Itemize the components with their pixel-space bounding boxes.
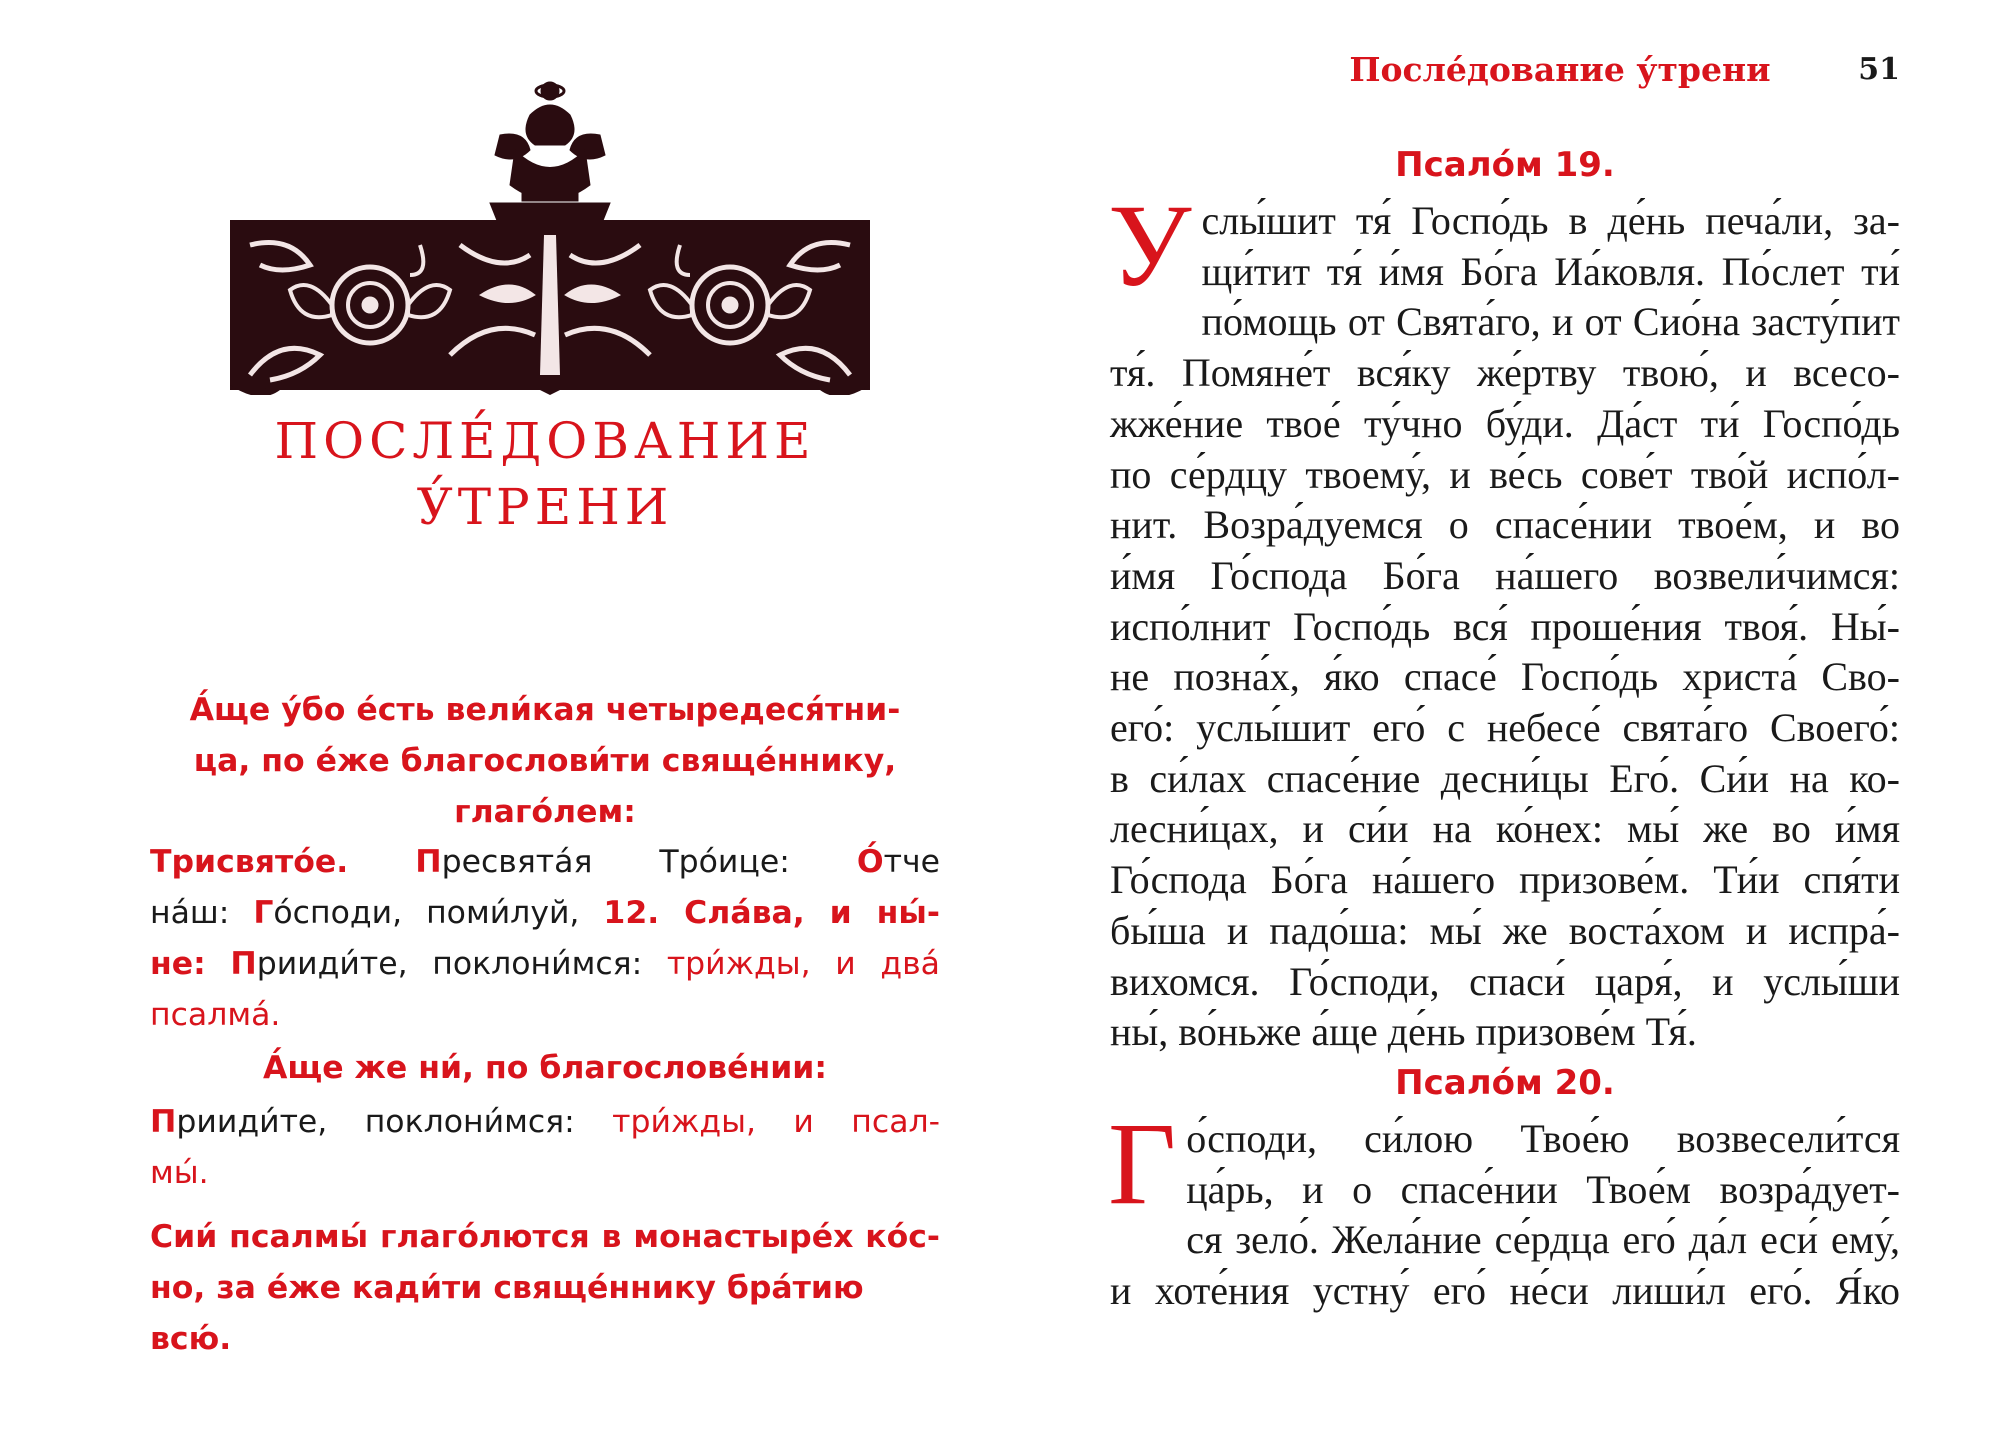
page-title-line2: У́ТРЕНИ: [416, 478, 674, 536]
text-line: щи́тит тя́ и́мя Бо́га Иа́ковля. По́слет ти́: [1201, 248, 1900, 294]
red-initial: Г: [253, 895, 274, 931]
rubric-great-lent: [150, 685, 940, 838]
text-line: его́: услы́шит его́ с небесе́ свята́го Своего́:: [1110, 705, 1900, 751]
red-initial: П: [415, 844, 442, 880]
rubric-text: не:: [150, 946, 206, 982]
rubric-line: глаго́лем:: [454, 794, 636, 830]
rubric-monasteries: [150, 1212, 940, 1365]
body-text: ресвята́я: [441, 844, 593, 880]
page-number: 51: [1858, 52, 1900, 87]
body-text: рииди́те, поклони́мся:: [176, 1104, 575, 1140]
prayer-paragraph-2: [150, 1097, 940, 1199]
text-line: [150, 888, 940, 939]
text-line: и хоте́ния устну́ его́ не́си лиши́л его́. Я́ко: [1110, 1268, 1900, 1314]
rubric-text: 12. Сла́ва, и ны́-: [603, 895, 940, 931]
text-line: псалма́.: [150, 997, 281, 1033]
psalm-19-text: [1108, 180, 1900, 1058]
text-line: по́мощь от Свята́го, и от Сио́на засту́пит: [1201, 299, 1900, 345]
body-text: рииди́те, поклони́мся:: [256, 946, 643, 982]
running-head: После́дование у́трени: [1349, 50, 1771, 89]
page-title: [150, 408, 940, 540]
rubric-text: Трисвято́е.: [150, 844, 349, 880]
body-text: тче: [883, 844, 940, 880]
text-line: [150, 939, 940, 990]
rubric-text: три́жды, и псал-: [612, 1104, 940, 1140]
body-text: о́споди, поми́луй,: [273, 895, 580, 931]
text-line: [150, 837, 940, 888]
rubric-line: ца, по е́же благослови́ти свяще́ннику,: [193, 743, 897, 779]
rubric-text: три́жды, и два́: [666, 946, 940, 982]
text-line: ны́, во́ньже а́ще де́нь призове́м Тя́.: [1110, 1009, 1697, 1055]
psalm-19-heading: Псало́м 19.: [1395, 145, 1615, 185]
text-line: [150, 1097, 940, 1148]
rubric-otherwise: [150, 1043, 940, 1094]
red-initial: П: [230, 946, 257, 982]
floral-headpiece-ornament: [230, 75, 870, 395]
rubric-line: но, за е́же кади́ти свяще́ннику бра́тию всю́.: [150, 1270, 864, 1357]
text-line: и́мя Го́спода Бо́га на́шего возвели́чимся:: [1110, 552, 1900, 598]
red-initial: П: [150, 1104, 177, 1140]
text-line: жже́ние твое́ ту́чно бу́ди. Да́ст ти́ Госпо́дь: [1110, 400, 1900, 446]
text-line: нит. Возра́дуемся о спасе́нии твое́м, и во: [1110, 502, 1900, 548]
text-line: ца́рь, и о спасе́нии Твое́м возра́дует-: [1186, 1166, 1900, 1212]
rubric-line: А́ще же ни́, по благослове́нии:: [263, 1050, 827, 1086]
text-line: лесни́цах, и си́и на ко́нех: мы́ же во и́мя: [1110, 806, 1900, 852]
text-line: не позна́х, я́ко спасе́ Госпо́дь христа́ Сво-: [1110, 654, 1900, 700]
text-line: по се́рдцу твоему́, и ве́сь сове́т тво́й испо́л-: [1110, 451, 1900, 497]
rubric-line: А́ще у́бо е́сть вели́кая четыредеся́тни-: [189, 692, 901, 728]
text-line: мы́.: [150, 1155, 209, 1191]
text-line: Го́спода Бо́га на́шего призове́м. Ти́и спя́ти: [1110, 857, 1900, 903]
text-line: бы́ша и падо́ша: мы́ же воста́хом и испра́-: [1110, 907, 1900, 953]
body-text: Тро́ице:: [659, 844, 790, 880]
right-page: [1000, 0, 2000, 1443]
text-line: испо́лнит Госпо́дь вся́ проше́ния твоя́. Ны́-: [1110, 603, 1900, 649]
page-title-line1: ПОСЛЕ́ДОВАНИЕ: [274, 412, 816, 470]
text-line: слы́шит тя́ Госпо́дь в де́нь печа́ли, за-: [1201, 198, 1900, 243]
red-initial: О́: [856, 844, 884, 880]
text-line: вихомся. Го́споди, спаси́ царя́, и услы́ши: [1110, 958, 1900, 1004]
text-line: тя́. Помяне́т вся́ку же́ртву твою́, и всесо-: [1110, 350, 1900, 396]
body-text: на́ш:: [150, 895, 230, 931]
prayer-paragraph-1: [150, 837, 940, 1041]
psalm-20-heading: Псало́м 20.: [1395, 1063, 1615, 1103]
text-line: о́споди, си́лою Твое́ю возвесели́тся: [1186, 1116, 1900, 1161]
drop-cap: Г: [1108, 1098, 1177, 1229]
drop-cap: У: [1108, 180, 1192, 311]
text-line: ся зело́. Жела́ние се́рдца его́ да́л еси́ ему́,: [1186, 1217, 1900, 1263]
rubric-line: Сии́ псалмы́ глаго́лются в монастыре́х ко́с-: [150, 1219, 940, 1255]
psalm-20-text: [1108, 1098, 1900, 1317]
text-line: в си́лах спасе́ние десни́цы Его́. Си́и на ко-: [1110, 755, 1900, 801]
